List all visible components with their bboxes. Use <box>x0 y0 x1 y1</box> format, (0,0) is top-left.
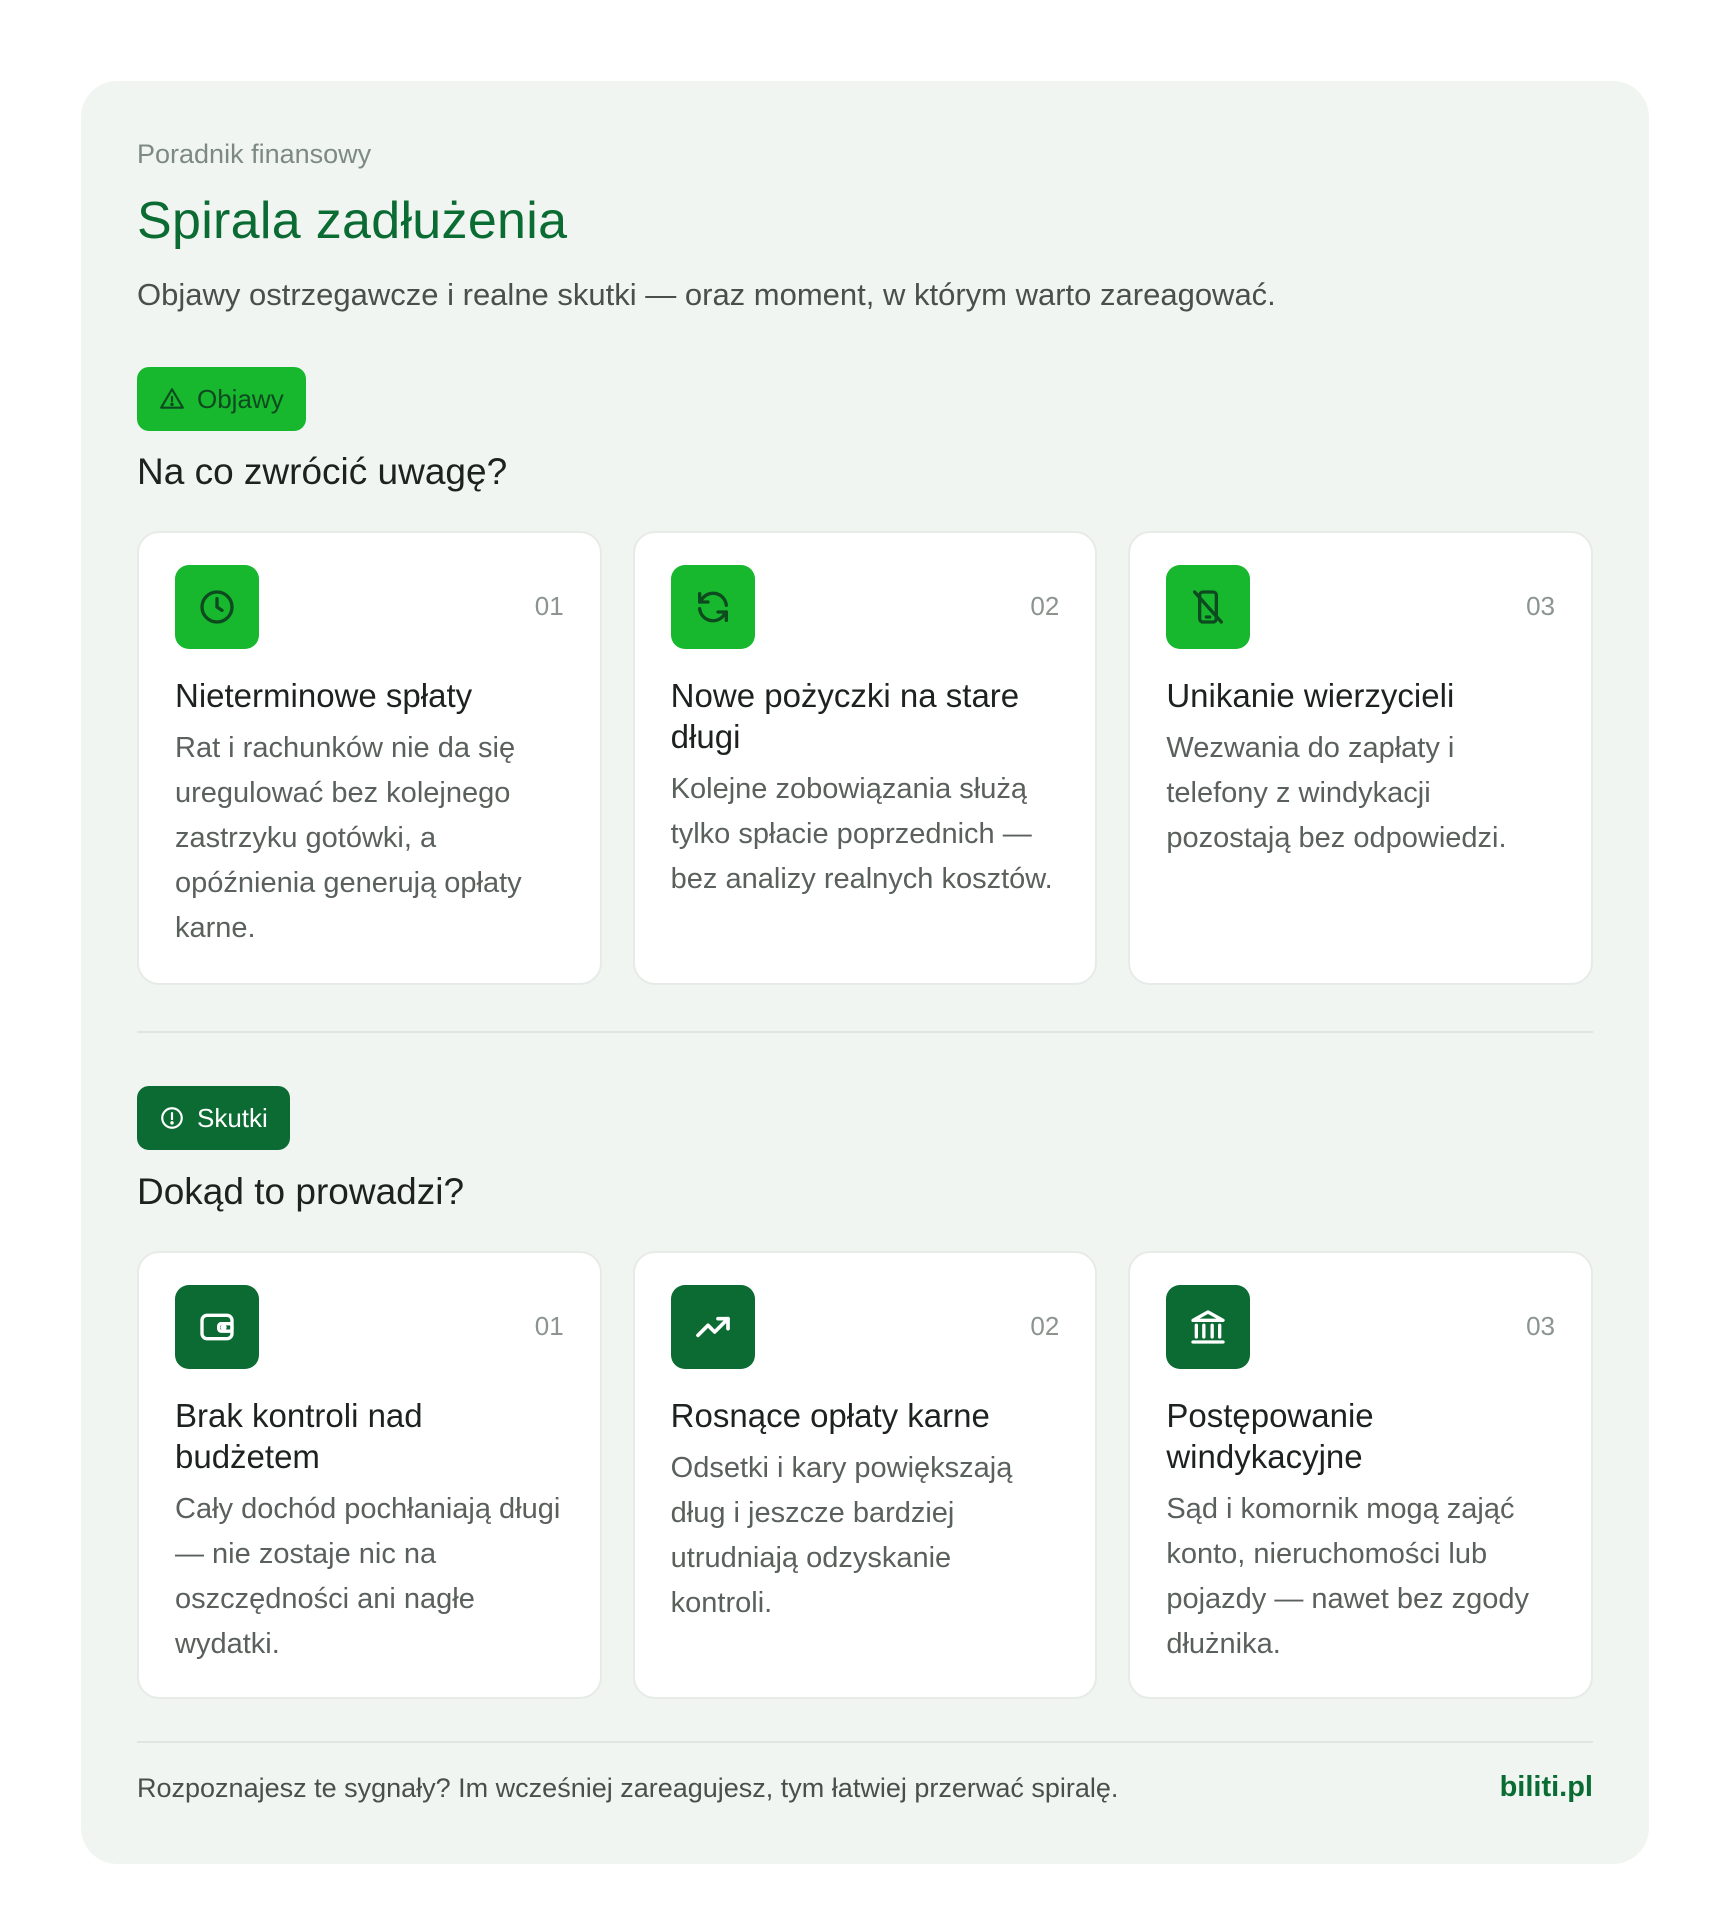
objawy-card <box>1128 531 1593 985</box>
card-text: Odsetki i kary powiększają dług i jeszcze bardziej utrudniają odzyskanie kontroli. <box>670 1452 1013 1619</box>
clock-icon <box>175 565 259 649</box>
card-number: 01 <box>534 591 564 621</box>
card-title: Unikanie wierzycieli <box>1166 677 1455 714</box>
wallet-icon <box>175 1285 259 1369</box>
footer-brand-link[interactable]: biliti.pl <box>1499 1771 1593 1803</box>
card-title: Postępowanie windykacyjne <box>1166 1397 1374 1475</box>
skutki-badge <box>137 1086 290 1150</box>
page-subtitle: Objawy ostrzegawcze i realne skutki — oraz moment, w którym warto zareagować. <box>137 277 1276 312</box>
page-title: Spirala zadłużenia <box>137 192 568 250</box>
skutki-cards <box>137 1251 1593 1699</box>
card-number: 02 <box>1030 1311 1060 1341</box>
refresh-icon <box>671 565 755 649</box>
card-text: Wezwania do zapłaty i telefony z windykacji pozostają bez odpowiedzi. <box>1166 732 1507 854</box>
guide-card <box>81 81 1649 1864</box>
card-title: Rosnące opłaty karne <box>670 1397 990 1434</box>
card-text: Kolejne zobowiązania służą tylko spłacie poprzednich — bez analizy realnych kosztów. <box>670 773 1053 895</box>
card-title: Brak kontroli nad budżetem <box>175 1397 423 1475</box>
card-text: Rat i rachunków nie da się uregulować bez kolejnego zastrzyku gotówki, a opóźnienia generują opłaty karne. <box>175 732 522 944</box>
card-number: 03 <box>1526 591 1556 621</box>
phone-off-icon <box>1166 565 1250 649</box>
section-divider <box>137 1031 1593 1033</box>
card-title: Nowe pożyczki na stare długi <box>670 677 1020 755</box>
alert-circle-icon <box>159 1105 185 1131</box>
bank-icon <box>1166 1285 1250 1369</box>
objawy-badge-label: Objawy <box>197 383 284 414</box>
skutki-card <box>1128 1251 1593 1699</box>
skutki-badge-label: Skutki <box>197 1102 268 1133</box>
eyebrow: Poradnik finansowy <box>137 139 372 169</box>
card-text: Sąd i komornik mogą zająć konto, nieruchomości lub pojazdy — nawet bez zgody dłużnika. <box>1166 1493 1530 1660</box>
objawy-card <box>137 531 602 985</box>
skutki-heading: Dokąd to prowadzi? <box>137 1171 465 1212</box>
card-number: 03 <box>1526 1311 1556 1341</box>
warning-triangle-icon <box>159 386 185 412</box>
skutki-card <box>137 1251 602 1699</box>
objawy-heading: Na co zwrócić uwagę? <box>137 451 508 492</box>
footer-text: Rozpoznajesz te sygnały? Im wcześniej zareagujesz, tym łatwiej przerwać spiralę. <box>137 1773 1119 1803</box>
objawy-card <box>633 531 1098 985</box>
card-title: Nieterminowe spłaty <box>175 677 473 714</box>
card-number: 01 <box>534 1311 564 1341</box>
objawy-badge <box>137 367 306 431</box>
skutki-card <box>633 1251 1098 1699</box>
card-number: 02 <box>1030 591 1060 621</box>
card-text: Cały dochód pochłaniają długi — nie zostaje nic na oszczędności ani nagłe wydatki. <box>175 1493 561 1660</box>
objawy-cards <box>137 531 1593 985</box>
footer-divider <box>137 1741 1593 1743</box>
trending-up-icon <box>671 1285 755 1369</box>
